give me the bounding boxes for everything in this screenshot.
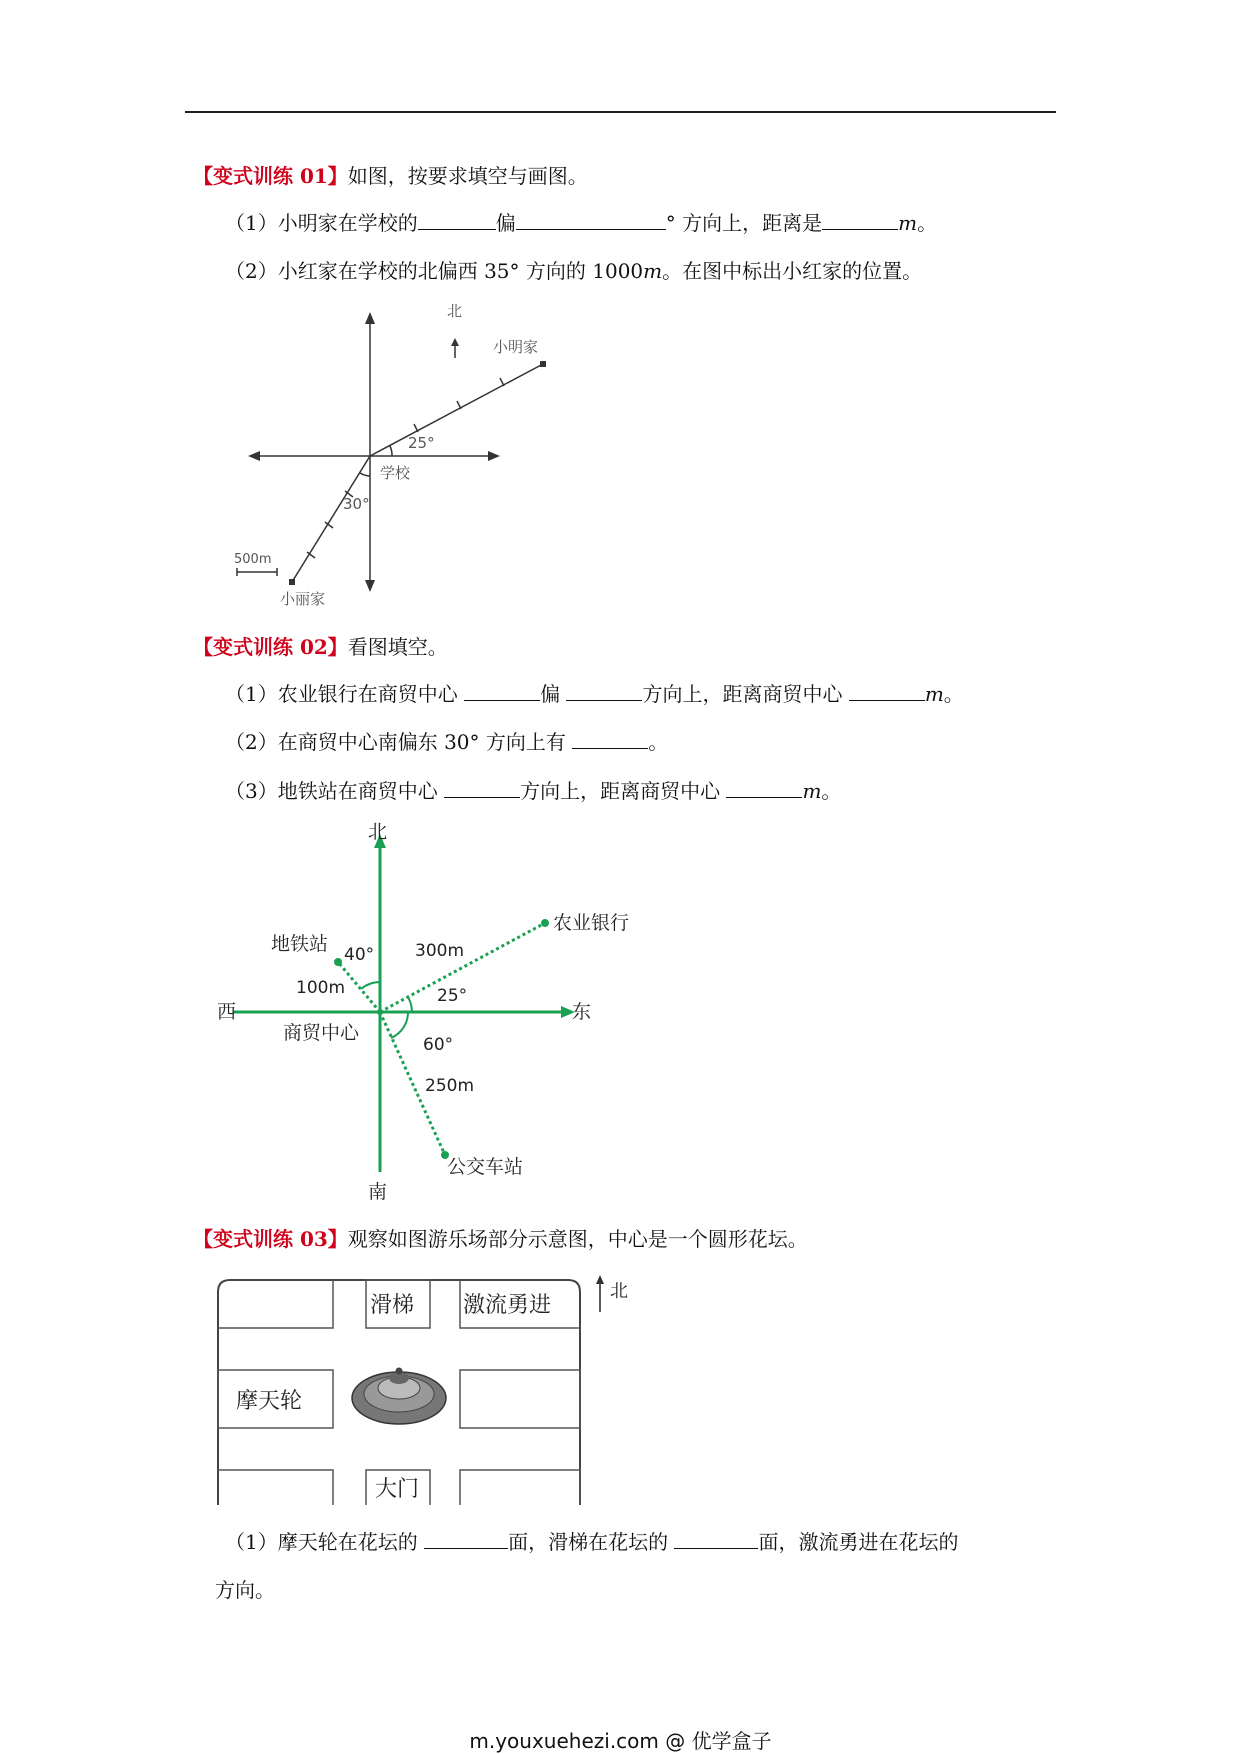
ex1-heading xyxy=(193,162,588,190)
ex3-rapids-label: 激流勇进 xyxy=(463,1293,552,1318)
ex2-intro: 看图填空。 xyxy=(347,635,448,659)
ex1-arrow-west xyxy=(248,451,260,461)
ex2-q2-blank-1[interactable] xyxy=(572,728,648,749)
ex3-q1 xyxy=(225,1528,1057,1556)
ex2-q1 xyxy=(225,680,964,708)
ex3-block-bottom-right xyxy=(460,1470,580,1505)
ex1-north-label: 北 xyxy=(447,302,463,320)
ex2-south-label: 南 xyxy=(368,1181,388,1203)
ex3-block-top-left xyxy=(218,1280,333,1328)
ex2-angle-60: 60° xyxy=(423,1035,454,1055)
ex3-block-right xyxy=(460,1370,580,1428)
ex3-figure xyxy=(215,1270,655,1515)
ex2-heading xyxy=(193,633,448,661)
ex3-q1-text-a: （1）摩天轮在花坛的 xyxy=(225,1530,418,1554)
page-footer: m.youxuehezi.com @ 优学盒子 xyxy=(469,1729,772,1753)
ex1-scale-label: 500m xyxy=(234,552,272,567)
ex2-angle-40: 40° xyxy=(344,945,375,965)
ex2-q1-blank-3[interactable] xyxy=(849,680,925,701)
ex1-north-arrow-icon xyxy=(451,338,459,346)
ex2-q3-blank-2[interactable] xyxy=(726,777,802,798)
ex3-slide-label: 滑梯 xyxy=(370,1293,415,1318)
ex2-dist-100: 100m xyxy=(296,978,346,998)
ex3-block-bottom-left xyxy=(218,1470,333,1505)
ex2-q2 xyxy=(225,728,668,756)
ex1-q2 xyxy=(225,257,922,285)
ex2-center-label: 商贸中心 xyxy=(283,1022,360,1044)
ex3-north-label: 北 xyxy=(610,1281,628,1302)
ex1-arrow-north xyxy=(365,312,375,324)
ex2-dist-250: 250m xyxy=(425,1076,475,1096)
ex1-q1-text-b: 偏 xyxy=(495,211,516,235)
ex2-dist-300: 300m xyxy=(415,941,465,961)
ex3-wheel-label: 摩天轮 xyxy=(236,1389,303,1414)
ex2-q3-end: 。 xyxy=(821,779,842,803)
ex1-q1-blank-1[interactable] xyxy=(418,209,496,230)
ex3-q1-text-b: 面，滑梯在花坛的 xyxy=(508,1530,669,1554)
ex1-q1-blank-2[interactable] xyxy=(516,209,666,230)
ex1-q1-text-a: （1）小明家在学校的 xyxy=(225,211,418,235)
ex2-west-label: 西 xyxy=(217,1001,237,1023)
ex1-school-label: 学校 xyxy=(380,464,411,482)
ex1-arrow-south xyxy=(365,580,375,592)
ex2-tag: 【变式训练 02】 xyxy=(193,635,348,659)
ex1-tag: 【变式训练 01】 xyxy=(193,164,348,188)
ex2-q3-blank-1[interactable] xyxy=(444,777,520,798)
ex1-point-li xyxy=(289,579,295,585)
ex2-arc-60 xyxy=(391,1012,408,1038)
ex1-ray-li xyxy=(292,456,370,582)
ex2-figure xyxy=(215,820,635,1205)
ex2-q1-unit: m xyxy=(924,682,944,706)
ex1-arrow-east xyxy=(488,451,500,461)
ex3-heading xyxy=(193,1225,808,1253)
ex2-angle-25: 25° xyxy=(437,986,468,1006)
ex1-q1 xyxy=(225,209,937,237)
ex1-q1-text-c: ° 方向上，距离是 xyxy=(665,211,823,235)
ex1-q1-end: 。 xyxy=(917,211,938,235)
ex1-figure xyxy=(230,300,560,620)
ex1-ray-ming xyxy=(370,364,543,456)
ex2-bus-label: 公交车站 xyxy=(447,1156,524,1178)
ex1-q2-unit: m xyxy=(643,259,663,283)
ex2-q3 xyxy=(225,777,841,805)
ex3-q1-blank-1[interactable] xyxy=(424,1528,508,1549)
ex2-metro-label: 地铁站 xyxy=(271,933,329,955)
ex1-q1-blank-3[interactable] xyxy=(822,209,898,230)
ex2-arc-25 xyxy=(408,997,412,1012)
ex2-q3-unit: m xyxy=(802,779,822,803)
ex1-li-label: 小丽家 xyxy=(280,590,326,608)
ex2-q3-text-c: 方向上，距离商贸中心 xyxy=(520,779,721,803)
ex3-q1-text-d: 方向。 xyxy=(215,1578,275,1602)
ex1-q2-end: 。在图中标出小红家的位置。 xyxy=(662,259,923,283)
ex1-q1-unit: m xyxy=(898,211,918,235)
ex3-north-arrow-icon xyxy=(596,1275,604,1284)
ex2-q1-text-b: 偏 xyxy=(540,682,561,706)
ex2-q1-blank-2[interactable] xyxy=(566,680,642,701)
ex2-q1-end: 。 xyxy=(943,682,964,706)
ex3-q1-blank-2[interactable] xyxy=(674,1528,758,1549)
ex3-q1-text-c: 面，激流勇进在花坛的 xyxy=(758,1530,959,1554)
ex2-q3-text-a: （3）地铁站在商贸中心 xyxy=(225,779,438,803)
ex2-q1-text-c: 方向上，距离商贸中心 xyxy=(642,682,843,706)
ex2-q1-text-a: （1）农业银行在商贸中心 xyxy=(225,682,458,706)
ex1-intro: 如图，按要求填空与画图。 xyxy=(347,164,588,188)
ex3-intro: 观察如图游乐场部分示意图，中心是一个圆形花坛。 xyxy=(347,1227,808,1251)
ex2-north-label: 北 xyxy=(368,821,388,843)
ex3-q1-cont xyxy=(215,1576,275,1604)
ex1-ming-label: 小明家 xyxy=(493,338,539,356)
ex1-angle-30: 30° xyxy=(343,495,370,513)
ex3-flowerbed xyxy=(352,1368,446,1425)
ex2-q1-blank-1[interactable] xyxy=(464,680,540,701)
ex2-bank-label: 农业银行 xyxy=(553,912,630,934)
ex3-gate-label: 大门 xyxy=(375,1477,420,1502)
ex2-east-label: 东 xyxy=(572,1001,592,1023)
ex1-q2-text-a: （2）小红家在学校的北偏西 35° 方向的 1000 xyxy=(225,259,644,283)
ex3-tag: 【变式训练 03】 xyxy=(193,1227,348,1251)
ex2-q2-end: 。 xyxy=(648,730,669,754)
ex2-q2-text-a: （2）在商贸中心南偏东 30° 方向上有 xyxy=(225,730,566,754)
ex1-point-ming xyxy=(540,361,546,367)
header-rule xyxy=(185,111,1056,113)
ex2-arc-40 xyxy=(361,982,380,989)
ex1-angle-25: 25° xyxy=(408,434,435,452)
